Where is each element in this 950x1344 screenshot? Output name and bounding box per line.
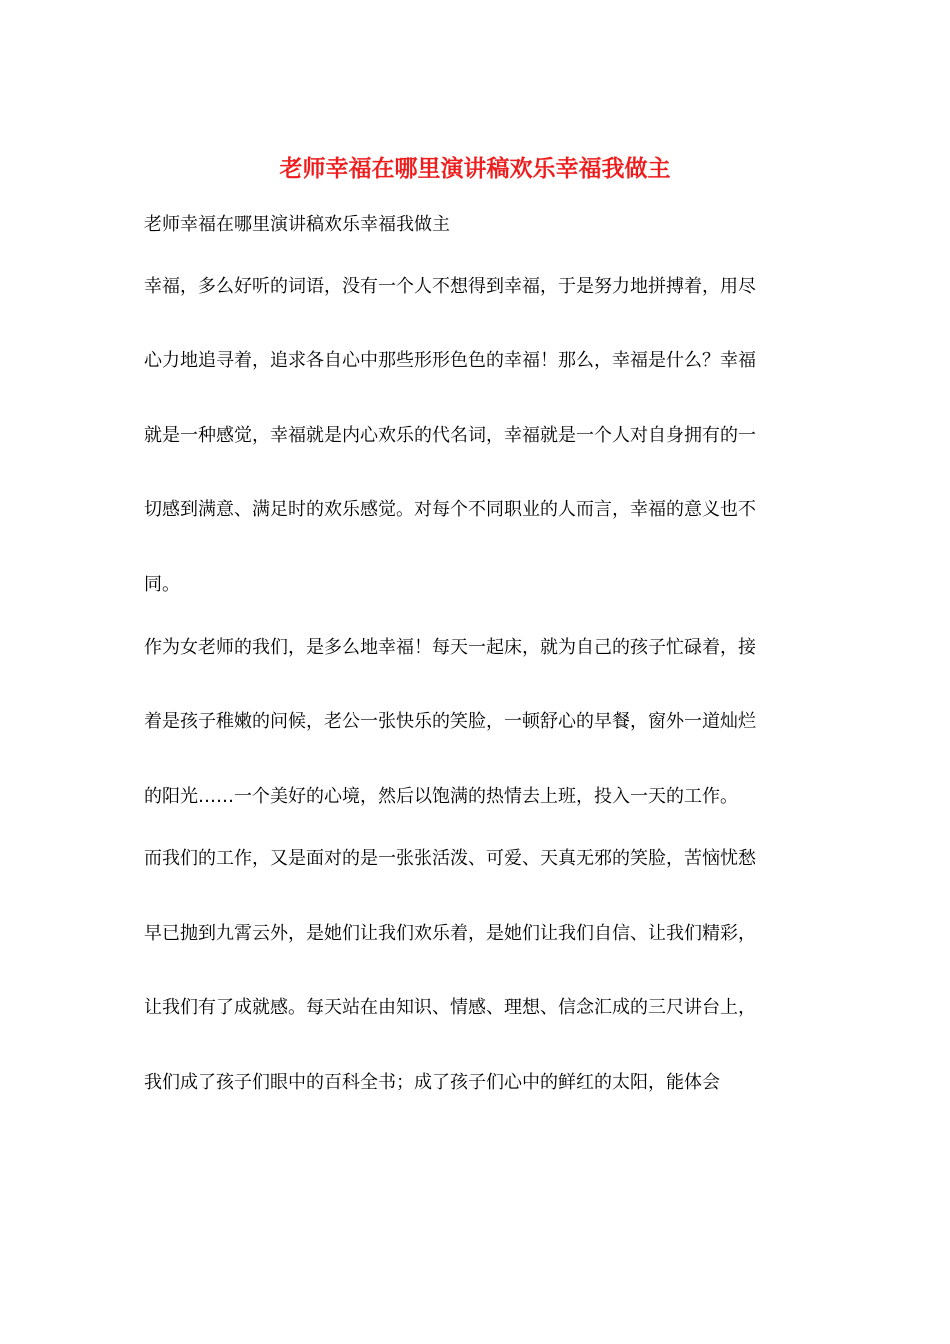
paragraph-line: 作为女老师的我们，是多么地幸福！每天一起床，就为自己的孩子忙碌着，接: [144, 637, 756, 658]
paragraph-line: 我们成了孩子们眼中的百科全书；成了孩子们心中的鲜红的太阳，能体会: [144, 1072, 720, 1093]
document-title: 老师幸福在哪里演讲稿欢乐幸福我做主: [279, 155, 671, 182]
paragraph-line: 心力地追寻着，追求各自心中那些形形色色的幸福！那么，幸福是什么？幸福: [144, 350, 756, 371]
paragraph-line: 早已抛到九霄云外，是她们让我们欢乐着，是她们让我们自信、让我们精彩，: [144, 923, 756, 944]
paragraph-line: 切感到满意、满足时的欢乐感觉。对每个不同职业的人而言，幸福的意义也不: [144, 499, 756, 520]
paragraph-line: 的阳光……一个美好的心境，然后以饱满的热情去上班，投入一天的工作。: [144, 786, 738, 807]
paragraph-line: 幸福，多么好听的词语，没有一个人不想得到幸福，于是努力地拼搏着，用尽: [144, 276, 756, 297]
paragraph-line: 着是孩子稚嫩的问候，老公一张快乐的笑脸，一顿舒心的早餐，窗外一道灿烂: [144, 711, 756, 732]
paragraph-line: 让我们有了成就感。每天站在由知识、情感、理想、信念汇成的三尺讲台上，: [144, 997, 756, 1018]
paragraph-line: 就是一种感觉，幸福就是内心欢乐的代名词，幸福就是一个人对自身拥有的一: [144, 425, 756, 446]
document-subtitle: 老师幸福在哪里演讲稿欢乐幸福我做主: [144, 214, 450, 235]
paragraph-line: 同。: [144, 574, 180, 595]
paragraph-line: 而我们的工作，又是面对的是一张张活泼、可爱、天真无邪的笑脸，苦恼忧愁: [144, 848, 756, 869]
